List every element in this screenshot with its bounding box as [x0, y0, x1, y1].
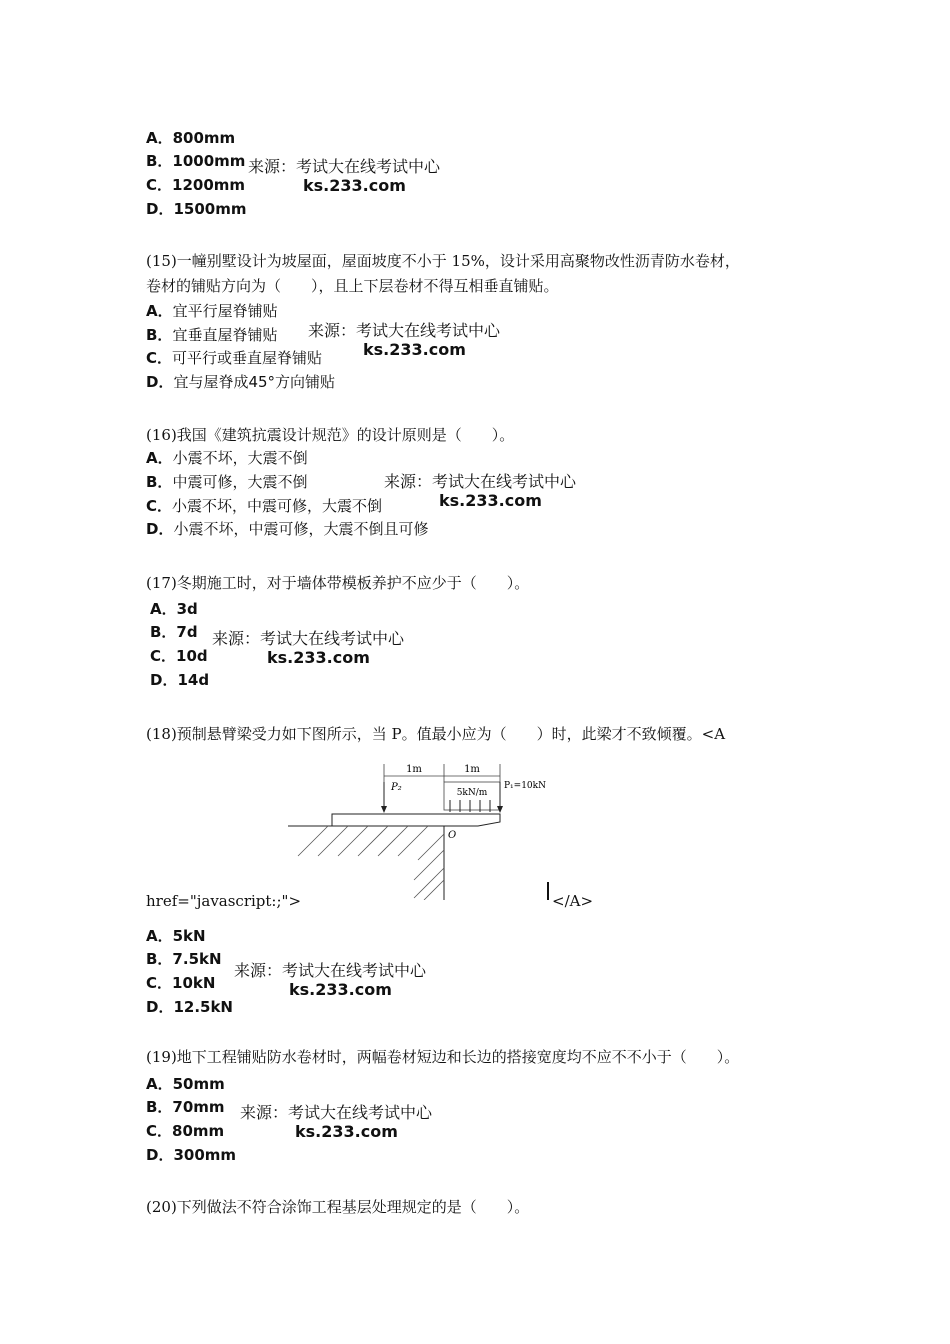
watermark-line1: 来源：考试大在线考试中心: [212, 629, 405, 648]
watermark-line1: 来源：考试大在线考试中心: [308, 321, 501, 340]
option-text: 小震不坏，中震可修，大震不倒: [172, 497, 383, 515]
watermark: [212, 629, 404, 667]
watermark-line2: ks.233.com: [267, 648, 370, 667]
p1-arrowhead: [497, 806, 503, 813]
option-letter: B．: [146, 326, 173, 344]
cantilever-beam-diagram: [288, 760, 558, 900]
q18-stem-line1: (18)预制悬臂梁受力如下图所示，当 P。值最小应为（ ）时，此梁才不致倾覆。<A: [146, 725, 726, 743]
q16-option-c: [146, 497, 382, 515]
q14-option-b: B．1000mm: [146, 152, 246, 170]
option-text: 宜平行屋脊铺贴: [172, 302, 278, 320]
option-letter: A．: [146, 449, 173, 467]
p2-label: P₂: [391, 782, 402, 793]
q14-option-a: A．800mm: [146, 129, 236, 147]
q17-option-d: D．14d: [150, 671, 210, 689]
q17-option-c: C．10d: [150, 647, 208, 665]
option-letter: D．: [146, 373, 174, 391]
q17-stem-line1: (17)冬期施工时，对于墙体带模板养护不应少于（ ）。: [146, 574, 530, 592]
watermark-line2: ks.233.com: [303, 176, 406, 195]
option-text: 中震可修，大震不倒: [172, 473, 308, 491]
q18-option-a: A．5kN: [146, 927, 206, 945]
dim-label-1: 1m: [406, 764, 422, 775]
watermark: [234, 961, 426, 999]
watermark-line1: 来源：考试大在线考试中心: [240, 1103, 433, 1122]
option-text: 可平行或垂直屋脊铺贴: [172, 349, 323, 367]
watermark: [248, 157, 440, 195]
watermark-line2: ks.233.com: [363, 340, 466, 359]
watermark-line1: 来源：考试大在线考试中心: [384, 472, 577, 491]
q19-option-a: A．50mm: [146, 1075, 225, 1093]
option-letter: C．: [146, 349, 173, 367]
q15-option-b: [146, 326, 277, 344]
watermark-line2: ks.233.com: [439, 491, 542, 510]
ground-hatching: [298, 826, 444, 900]
q18-option-c: C．10kN: [146, 974, 216, 992]
q17-option-a: A．3d: [150, 600, 198, 618]
q15-option-a: [146, 302, 278, 320]
dim-label-2: 1m: [464, 764, 480, 775]
option-text: 宜垂直屋脊铺贴: [172, 326, 278, 344]
q17-option-b: B．7d: [150, 623, 198, 641]
watermark: [308, 321, 500, 359]
p2-arrowhead: [381, 806, 387, 813]
q18-stem-line2-end[interactable]: </A>: [552, 892, 594, 910]
q19-stem-line1: (19)地下工程铺贴防水卷材时，两幅卷材短边和长边的搭接宽度均不应不不小于（ ）。: [146, 1048, 740, 1066]
q18-option-b: B．7.5kN: [146, 950, 222, 968]
q19-option-d: D．300mm: [146, 1146, 237, 1164]
watermark: [384, 472, 576, 510]
load-label: 5kN/m: [456, 788, 488, 798]
pivot-label: O: [448, 830, 457, 841]
p1-label: P₁=10kN: [504, 781, 546, 791]
option-letter: A．: [146, 302, 173, 320]
q15-stem-line1: (15)一幢别墅设计为坡屋面，屋面坡度不小于 15%，设计采用高聚物改性沥青防水卷材，: [146, 252, 740, 270]
q15-option-d: [146, 373, 335, 391]
q15-stem-line2: 卷材的铺贴方向为（ ），且上下层卷材不得互相垂直铺贴。: [146, 277, 559, 295]
watermark: [240, 1103, 432, 1141]
q18-stem-line2: href="javascript:;">: [146, 892, 302, 910]
option-letter: C．: [146, 497, 173, 515]
watermark-line2: ks.233.com: [289, 980, 392, 999]
option-text: 小震不坏，大震不倒: [172, 449, 308, 467]
option-text: 宜与屋脊成45°方向铺贴: [173, 373, 336, 391]
q14-option-d: D．1500mm: [146, 200, 247, 218]
option-text: 小震不坏，中震可修，大震不倒且可修: [173, 520, 429, 538]
option-letter: B．: [146, 473, 173, 491]
q18-option-d: D．12.5kN: [146, 998, 233, 1016]
text-cursor-icon: [547, 882, 549, 900]
option-letter: D．: [146, 520, 174, 538]
q15-option-c: [146, 349, 322, 367]
q20-stem-line1: (20)下列做法不符合涂饰工程基层处理规定的是（ ）。: [146, 1198, 530, 1216]
watermark-line2: ks.233.com: [295, 1122, 398, 1141]
q16-option-a: [146, 449, 308, 467]
q16-option-d: [146, 520, 428, 538]
q16-option-b: [146, 473, 307, 491]
q16-stem-line1: (16)我国《建筑抗震设计规范》的设计原则是（ ）。: [146, 426, 515, 444]
watermark-line1: 来源：考试大在线考试中心: [248, 157, 441, 176]
q19-option-c: C．80mm: [146, 1122, 225, 1140]
q19-option-b: B．70mm: [146, 1098, 225, 1116]
watermark-line1: 来源：考试大在线考试中心: [234, 961, 427, 980]
beam: [332, 814, 500, 826]
q14-option-c: C．1200mm: [146, 176, 246, 194]
